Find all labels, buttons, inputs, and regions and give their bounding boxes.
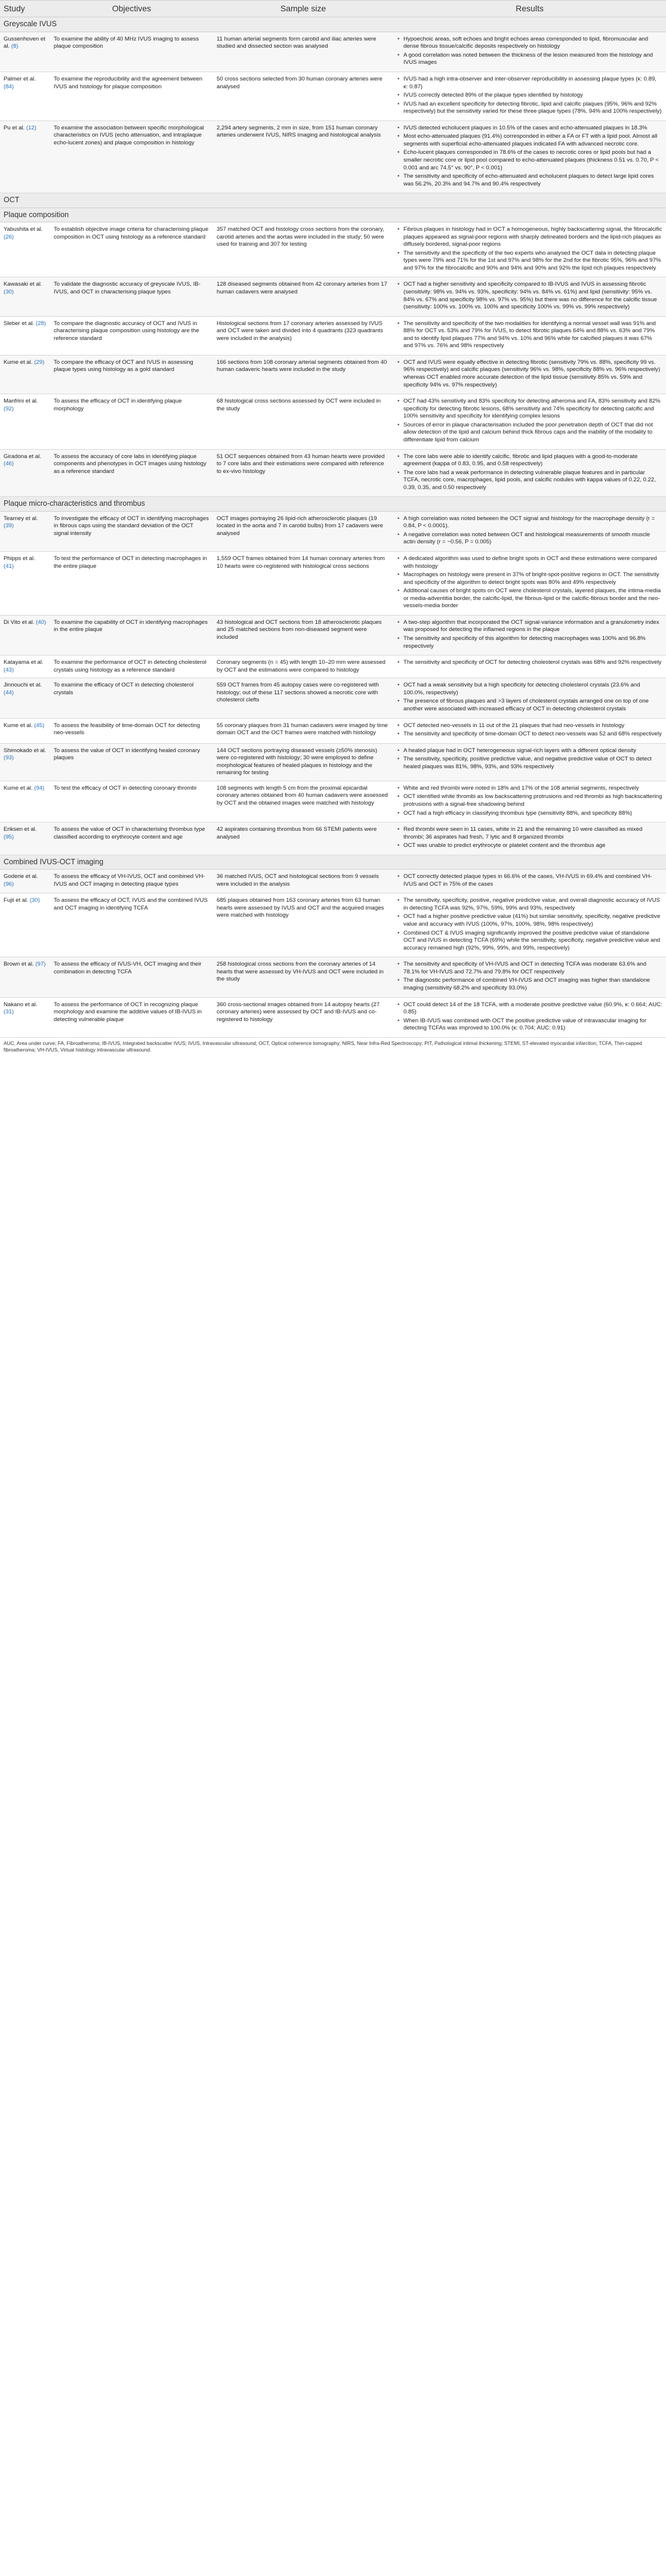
result-item: • OCT detected neo-vessels in 11 out of the 21 plaques that had neo-vessels in histology xyxy=(403,722,662,730)
section-title: OCT xyxy=(0,193,666,208)
results-list xyxy=(397,125,662,188)
sample-size-cell: 128 diseased segments obtained from 42 coronary arteries from 17 human cadavers were analysed xyxy=(213,277,393,316)
study-author: Kume et al. xyxy=(4,358,33,366)
section-header xyxy=(0,855,666,869)
result-item: • A dedicated algorithm was used to define bright spots in OCT and these estimations were compared with histology xyxy=(403,555,662,570)
table-row xyxy=(0,615,666,655)
study-cell xyxy=(0,120,50,193)
study-cell xyxy=(0,997,50,1037)
result-item: • OCT and IVUS were equally effective in detecting fibrotic (sensitivity 79% vs. 88%, specificity 99 vs. 96% respectively) and calcific plaques (sensitivity 96% vs. 98%, specificity 88% vs. 96% respectively) whereas OCT enabled more accurate detection of the lipid tissue (sensitivity 85% vs. 59% and specificity 94% vs. 97% respectively) xyxy=(403,359,662,389)
result-item: • The sensitivity and specificity of this algorithm for detecting macrophages was 100% and 96.8% respectively xyxy=(403,635,662,650)
study-author: Eriksen et al. xyxy=(4,826,37,833)
subsection-header xyxy=(0,208,666,222)
reference-link[interactable]: (39) xyxy=(4,522,14,530)
result-item: • White and red thrombi were noted in 18% and 17% of the 108 arterial segments, respectively xyxy=(403,785,662,793)
study-author: Jinnouchi et al. xyxy=(4,682,42,689)
objective-cell: To validate the diagnostic accuracy of greyscale IVUS, IB-IVUS, and OCT in characterising plaque types xyxy=(50,277,213,316)
result-item: • Sources of error in plaque characterisation included the poor penetration depth of OCT that did not allow detection of the lipid and calcium behind thick fibrous caps and the inability of the modality to differentiate lipid from calcium xyxy=(403,422,662,444)
results-cell xyxy=(393,551,666,615)
sample-size-cell: 51 OCT sequences obtained from 43 human hearts were provided to 7 core labs and their estimations were compared with reference to ex-vivo histology xyxy=(213,449,393,497)
objective-cell: To compare the efficacy of OCT and IVUS in assessing plaque types using histology as a gold standard xyxy=(50,355,213,394)
sample-size-cell: 357 matched OCT and histology cross sections from the coronary, carotid arteries and the aortas were included in the study; 50 were used for training and 307 for testing xyxy=(213,222,393,277)
result-item: • Fibrous plaques in histology had in OCT a homogeneous, highly backscattering signal, the fibrocalcific plaques appeared as signal-poor regions with sharply delineated borders and the lipid-rich plaques as diffusely bordered, signal-poor regions xyxy=(403,226,662,249)
results-cell xyxy=(393,655,666,678)
results-cell xyxy=(393,822,666,855)
results-cell xyxy=(393,678,666,718)
study-cell xyxy=(0,822,50,855)
result-item: • OCT correctly detected plaque types in 66.6% of the cases, VH-IVUS in 69.4% and combined VH-IVUS and OCT in 75% of the cases xyxy=(403,873,662,888)
reference-link[interactable]: (96) xyxy=(4,880,14,887)
study-cell xyxy=(0,449,50,497)
study-cell xyxy=(0,957,50,997)
objective-cell: To investigate the efficacy of OCT in identifying macrophages in fibrous caps using the standard deviation of the OCT signal intensity xyxy=(50,511,213,551)
table-row xyxy=(0,870,666,893)
result-item: • OCT was unable to predict erythrocyte or platelet content and the thrombus age xyxy=(403,842,662,850)
table-row xyxy=(0,718,666,743)
study-cell xyxy=(0,394,50,449)
results-list xyxy=(397,555,662,610)
study-cell xyxy=(0,32,50,72)
study-author: Kume et al. xyxy=(4,722,33,729)
results-cell xyxy=(393,615,666,655)
table-row xyxy=(0,957,666,997)
results-cell xyxy=(393,718,666,743)
sample-size-cell: 108 segments with length 5 cm from the proximal epicardial coronary arteries obtained from 40 human cadavers were assessed by OCT and the obtained images were matched with histology xyxy=(213,781,393,822)
result-item: • IVUS had a high intra-observer and inter-observer reproducibility in assessing plaque types (κ: 0.89, κ: 0.87) xyxy=(403,76,662,91)
result-item: • A good correlation was noted between the thickness of the lesion measured from the histology and IVUS images xyxy=(403,52,662,67)
objective-cell: To examine the efficacy of OCT in detecting cholesterol crystals xyxy=(50,678,213,718)
results-list xyxy=(397,826,662,850)
results-list xyxy=(397,1001,662,1032)
result-item: • The sensitivity and specificity of VH-IVUS and OCT in detecting TCFA was moderate 63.6% and 78.1% for VH-IVUS and 72.7% and 79.8% for OCT respectively xyxy=(403,961,662,976)
sample-size-cell: 50 cross sections selected from 30 human coronary arteries were analysed xyxy=(213,72,393,120)
reference-link[interactable]: (43) xyxy=(4,666,14,673)
result-item: • OCT had a high efficacy in classifying thrombus type (sensitivity 88%, and specificity 88%) xyxy=(403,810,662,818)
result-item: • The core labs were able to identify calcific, fibrotic and lipid plaques with a good-to-moderate agreement (kappa of 0.83, 0.95, and 0.58 respectively) xyxy=(403,453,662,468)
result-item: • A high correlation was noted between the OCT signal and histology for the macrophage density (r = 0.84, P < 0.0001). xyxy=(403,515,662,530)
sample-size-cell: OCT images portraying 26 lipid-rich atherosclerotic plaques (19 located in the aorta and 7 in carotid bulbs) from 17 cadavers were analysed xyxy=(213,511,393,551)
section-title: Combined IVUS-OCT imaging xyxy=(0,855,666,869)
sample-size-cell: 68 histological cross sections assessed by OCT were included in the study xyxy=(213,394,393,449)
objective-cell: To assess the accuracy of core labs in identifying plaque components and phenotypes in OCT images using histology as a reference standard xyxy=(50,449,213,497)
results-cell xyxy=(393,957,666,997)
results-cell xyxy=(393,893,666,957)
sample-size-cell: 2,294 artery segments, 2 mm in size, from 151 human coronary arteries underwent IVUS, NIRS imaging and histological analysis xyxy=(213,120,393,193)
objective-cell: To examine the association between specific morphological characteristics on IVUS (echo attenuation, and intraplaque echo-lucent zones) and plaque composition in histology xyxy=(50,120,213,193)
result-item: • OCT could detect 14 of the 18 TCFA, with a moderate positive predictive value (60.9%, κ: 0.664; AUC: 0.85) xyxy=(403,1001,662,1016)
table-row xyxy=(0,997,666,1037)
result-item: • OCT identified white thrombi as low backscattering protrusions and red thrombi as high backscattering protrusions with a signal-free shadowing behind xyxy=(403,793,662,808)
objective-cell: To assess the efficacy of OCT, IVUS and the combined IVUS and OCT imaging in identifying TCFA xyxy=(50,893,213,957)
result-item: • Most echo-attenuated plaques (91.4%) corresponded in either a FA or FT with a lipid pool. Almost all segments with superficial echo-attenuated plaques indicated FA with advanced necrotic core. xyxy=(403,133,662,148)
study-author: Nakano et al. xyxy=(4,1001,38,1008)
result-item: • A healed plaque had in OCT heterogeneous signal-rich layers with a different optical density xyxy=(403,747,662,755)
study-author: Giradona et al. xyxy=(4,453,41,460)
section-header xyxy=(0,17,666,32)
study-author: Shimokado et al. xyxy=(4,747,47,754)
study-author: Manfrini et al. xyxy=(4,398,38,405)
subsection-title: Plaque micro-characteristics and thrombus xyxy=(0,497,666,511)
objective-cell: To assess the value of OCT in characterising thrombus type classified according to erythrocyte content and age xyxy=(50,822,213,855)
sample-size-cell: 166 sections from 108 coronary arterial segments obtained from 40 human cadaveric hearts were included in the study xyxy=(213,355,393,394)
objective-cell: To establish objective image criteria for characterising plaque composition in OCT using histology as a reference standard xyxy=(50,222,213,277)
results-list xyxy=(397,682,662,713)
result-item: • IVUS correctly detected 89% of the plaque types identified by histology xyxy=(403,92,662,100)
result-item: • Macrophages on histology were present in 37% of bright-spot-positive regions in OCT. The sensitivity and specificity of the algorithm to detect bright spots was 80% and 49% respectively xyxy=(403,571,662,586)
table-row xyxy=(0,277,666,316)
result-item: • OCT had a higher positive predictive value (41%) but similar sensitivity, specificity, negative predictive value and accuracy with IVUS (100%, 97%, 100%, 98%, 98% respectively) xyxy=(403,913,662,928)
sample-size-cell: 11 human arterial segments form carotid and iliac arteries were studied and dissected section was analysed xyxy=(213,32,393,72)
table-row xyxy=(0,316,666,355)
result-item: • Echo-lucent plaques corresponded in 78.6% of the cases to necrotic cores or lipid pools but had a smaller necrotic core or lipid pool compared to echo-attenuated plaques (thickness 0.51 vs. 0.70, P < 0.001 and arc 74.5° vs. 90°, P < 0.001) xyxy=(403,149,662,172)
objective-cell: To assess the value of OCT in identifying healed coronary plaques xyxy=(50,743,213,781)
header-sample-size: Sample size xyxy=(213,1,393,17)
sample-size-cell: Coronary segments (n = 45) with length 10–20 mm were assessed by OCT and the estimations were compared to histology xyxy=(213,655,393,678)
results-cell xyxy=(393,120,666,193)
results-cell xyxy=(393,277,666,316)
reference-link[interactable]: (45) xyxy=(34,722,45,729)
results-cell xyxy=(393,394,666,449)
table-footnote: AUC, Area under curve; FA, Fibroatheroma; IB-IVUS, Integrated backscatter IVUS; IVUS, Intravascular ultrasound; OCT, Optical coherence tomography; NIRS, Near Infra-Red Spectroscopy; PIT, Pathological intimal thickening; STEMI, ST-elevated myocardial infarction; TCFA, Thin-capped fibroatheroma; VH-IVUS, Virtual histology intravascular ultrasound. xyxy=(4,1040,642,1053)
result-item: • Red thrombi were seen in 11 cases, white in 21 and the remaining 10 were classified as mixed thrombi; 36 aspirates had fresh, 7 lytic and 8 organized thrombi xyxy=(403,826,662,841)
results-cell xyxy=(393,781,666,822)
study-author: Sleber et al. xyxy=(4,320,35,327)
table-row xyxy=(0,394,666,449)
results-cell xyxy=(393,743,666,781)
result-item: • Hypoechoic areas, soft echoes and bright echoes areas corresponded to lipid, fibromuscular and dense fibrous tissue/calcific deposits respectively on histology xyxy=(403,36,662,51)
results-list xyxy=(397,873,662,888)
study-author: Palmer et al. xyxy=(4,75,36,82)
study-cell xyxy=(0,870,50,893)
study-author: Gussenhoven et al. xyxy=(4,35,45,50)
study-cell xyxy=(0,511,50,551)
results-list xyxy=(397,226,662,272)
reference-link[interactable]: (93) xyxy=(4,754,14,762)
table-row xyxy=(0,72,666,120)
result-item: • The sensitivity and the specificity of the two experts who analysed the OCT data in detecting plaque types were 79% and 71% for the 1st and 97% and 98% for the 2nd for the fibrotic 95%, 96% and 97% and 97% for the fibrocalcific and 90% and 94% and 90% and 92% the lipid rich plaques respectively xyxy=(403,250,662,273)
reference-link[interactable]: (31) xyxy=(4,1009,14,1016)
table-row xyxy=(0,551,666,615)
study-author: Fujii et al. xyxy=(4,897,29,904)
table-body xyxy=(0,17,666,1037)
results-list xyxy=(397,515,662,546)
study-author: Kume et al. xyxy=(4,784,33,791)
table-row xyxy=(0,678,666,718)
reference-link[interactable]: (92) xyxy=(4,405,14,412)
study-author: Yabushita et al. xyxy=(4,226,43,233)
result-item: • The core labs had a weak performance in detecting vulnerable plaque features and in particular TCFA, necrotic core, macrophages, lipid pools, and calcific nodules with kappa values of 0.22, 0.22, 0.39, 0.35, and 0.50 respectively xyxy=(403,469,662,492)
results-list xyxy=(397,398,662,444)
subsection-title: Plaque composition xyxy=(0,208,666,222)
results-list xyxy=(397,320,662,350)
table-row xyxy=(0,893,666,957)
study-cell xyxy=(0,72,50,120)
study-cell xyxy=(0,893,50,957)
results-list xyxy=(397,722,662,738)
result-item: • OCT had a higher sensitivity and specificity compared to IB-IVUS and IVUS in assessing fibrotic (sensitivity: 98% vs. 94% vs. 93%, specificity: 94% vs. 84% vs. 61%) and lipid (sensitivity: 95% vs. 84% vs. 67% and specificity 98% vs. 97% vs. 95%) but there was no difference for the calcific tissue (sensitivity: 100% vs. 100% vs. 100% and specificity 100% vs. 99% vs. 99% respectively) xyxy=(403,281,662,311)
objective-cell: To examine the capability of OCT in identifying macrophages in the entire plaque xyxy=(50,615,213,655)
objective-cell: To assess the efficacy of OCT in identifying plaque morphology xyxy=(50,394,213,449)
study-author: Kawasaki et al. xyxy=(4,281,42,288)
reference-link[interactable]: (30) xyxy=(4,288,14,295)
results-list xyxy=(397,76,662,116)
header-study: Study xyxy=(0,1,50,17)
reference-link[interactable]: (46) xyxy=(4,460,14,468)
sample-size-cell: 685 plaques obtained from 163 coronary arteries from 63 human hearts were assessed by IVUS and OCT and the acquired images were matched with histology xyxy=(213,893,393,957)
reference-link[interactable]: (41) xyxy=(4,562,14,570)
objective-cell: To assess the performance of OCT in recognizing plaque morphology and examine the additive values of IB-IVUS in detecting vulnerable plaque xyxy=(50,997,213,1037)
section-header xyxy=(0,193,666,208)
study-author: Goderie et al. xyxy=(4,873,38,880)
sample-size-cell: 360 cross-sectional images obtained from 14 autopsy hearts (27 coronary arteries) were assessed by OCT and IB-IVUS and co-registered to histology xyxy=(213,997,393,1037)
objective-cell: To examine the performance of OCT in detecting cholesterol crystals using histology as a reference standard xyxy=(50,655,213,678)
result-item: • OCT had a weak sensitivity but a high specificity for detecting cholesterol crystals (23.6% and 100.0%, respectively) xyxy=(403,682,662,697)
result-item: • Combined OCT & IVUS imaging significantly improved the positive predictive value of standalone OCT and IVUS in detecting TCFA (69%) while the sensitivity, specificity, negative predictive value and accuracy remained high (92%, 99%, 99%, and 99%, respectively) xyxy=(403,930,662,953)
result-item: • IVUS had an excellent specificity for detecting fibrotic, lipid and calcific plaques (95%, 96% and 92% respectively) but the sensitivity varied for these three plaque types (78%, 94% and 100% respectively) xyxy=(403,101,662,116)
result-item: • The sensitivity and specificity of echo-attenuated and echolucent plaques to detect large lipid cores was 56.2%, 20.3% and 94.7% and 90.4% respectively xyxy=(403,173,662,188)
results-list xyxy=(397,359,662,389)
sample-size-cell: Histological sections from 17 coronary arteries assessed by IVUS and OCT were taken and divided into 4 quadrants (323 quadrants were included in the analysis) xyxy=(213,316,393,355)
subsection-header xyxy=(0,497,666,511)
objective-cell: To examine the reproducibility and the agreement between IVUS and histology for plaque composition xyxy=(50,72,213,120)
results-list xyxy=(397,36,662,67)
result-item: • The sensitivity and specificity of the two modalities for identifying a normal vessel wall was 91% and 88% for OCT vs. 53% and 79% for IVUS, to detect fibrotic plaques 64% and 88% vs. 63% and 79% and to identify lipid plaques 77% and 94% vs. 10% and 96% while for calcified plaques it was 67% and 97% vs. 76% and 98% respectively xyxy=(403,320,662,350)
sample-size-cell: 42 aspirates containing thrombus from 66 STEMI patients were analysed xyxy=(213,822,393,855)
objective-cell: To assess the efficacy of VH-IVUS, OCT and combined VH-IVUS and OCT imaging in detecting plaque types xyxy=(50,870,213,893)
sample-size-cell: 559 OCT frames from 45 autopsy cases were co-registered with histology; out of these 117 sections showed a necrotic core with cholesterol clefts xyxy=(213,678,393,718)
results-cell xyxy=(393,32,666,72)
sample-size-cell: 1,559 OCT frames obtained from 14 human coronary arteries from 10 hearts were co-registered with histological cross sections xyxy=(213,551,393,615)
reference-link[interactable]: (26) xyxy=(4,233,14,240)
results-cell xyxy=(393,870,666,893)
results-cell xyxy=(393,72,666,120)
study-author: Di Vito et al. xyxy=(4,619,35,626)
results-list xyxy=(397,281,662,311)
reference-link[interactable]: (40) xyxy=(36,619,47,626)
result-item: • The sensitivity and specificity of OCT for detecting cholesterol crystals was 68% and 92% respectively xyxy=(403,659,662,667)
sample-size-cell: 144 OCT sections portraying diseased vessels (≥50% stenosis) were co-registered with histology; 30 were employed to define morphological features of healed plaques in histology and the remaining for testing xyxy=(213,743,393,781)
study-cell xyxy=(0,222,50,277)
study-cell xyxy=(0,678,50,718)
results-list xyxy=(397,897,662,952)
table-row xyxy=(0,655,666,678)
results-cell xyxy=(393,355,666,394)
table-row xyxy=(0,743,666,781)
study-cell xyxy=(0,781,50,822)
results-list xyxy=(397,619,662,650)
reference-link[interactable]: (97) xyxy=(35,961,46,968)
reference-link[interactable]: (95) xyxy=(4,833,14,840)
results-cell xyxy=(393,997,666,1037)
section-title: Greyscale IVUS xyxy=(0,17,666,32)
study-cell xyxy=(0,551,50,615)
study-cell xyxy=(0,355,50,394)
results-list xyxy=(397,453,662,492)
results-cell xyxy=(393,449,666,497)
header-objectives: Objectives xyxy=(50,1,213,17)
study-cell xyxy=(0,615,50,655)
objective-cell: To assess the efficacy of IVUS-VH, OCT imaging and their combination in detecting TCFA xyxy=(50,957,213,997)
table-row xyxy=(0,449,666,497)
study-cell xyxy=(0,743,50,781)
results-list xyxy=(397,961,662,992)
study-author: Phipps et al. xyxy=(4,555,35,562)
result-item: • The sensitivity and specificity of time-domain OCT to detect neo-vessels was 52 and 68% respectively xyxy=(403,731,662,738)
header-results: Results xyxy=(393,1,666,17)
reference-link[interactable]: (30) xyxy=(29,897,40,904)
study-cell xyxy=(0,277,50,316)
result-item: • The sensitivity, specificity, positive, negative predictive value, and overall diagnostic accuracy of IVUS in detecting TCFA was 92%, 97%, 59%, 99% and 93%, respectively xyxy=(403,897,662,912)
result-item: • The presence of fibrous plaques and >3 layers of cholesterol crystals arranged one on top of one another were associated with increased efficacy of OCT in detecting cholesterol crystals xyxy=(403,698,662,713)
objective-cell: To test the efficacy of OCT in detecting coronary thrombi xyxy=(50,781,213,822)
table-row xyxy=(0,511,666,551)
study-author: Pu et al. xyxy=(4,124,25,131)
result-item: • The diagnostic performance of combined VH-IVUS and OCT imaging was higher than standalone imaging (sensitivity 68.2% and specificity 93.0%) xyxy=(403,977,662,992)
reference-link[interactable]: (12) xyxy=(26,124,36,131)
result-item: • IVUS detected echolucent plaques in 10.5% of the cases and echo-attenuated plaques in 18.3% xyxy=(403,125,662,132)
results-list xyxy=(397,659,662,667)
results-list xyxy=(397,747,662,771)
table-row xyxy=(0,222,666,277)
study-cell xyxy=(0,655,50,678)
reference-link[interactable]: (29) xyxy=(34,358,45,366)
objective-cell: To test the performance of OCT in detecting macrophages in the entire plaque xyxy=(50,551,213,615)
results-cell xyxy=(393,222,666,277)
comparison-table xyxy=(0,0,666,1038)
results-cell xyxy=(393,511,666,551)
result-item: • Additional causes of bright spots on OCT were cholesterol crystals, layered plaques, the intima-media or media-adventitia border, the calcific-lipid, the fibrous-lipid or the calcific-fibrous border and the neo-vessels-media border xyxy=(403,587,662,610)
result-item: • The sensitivity, specificity, positive predictive value, and negative predictive value of OCT to detect healed plaques was 81%, 98%, 93%, and 93% respectively xyxy=(403,756,662,771)
result-item: • When IB-IVUS was combined with OCT the positive predictive value of intravascular imaging for detecting TCFAs was improved to 100.0% (κ: 0.704; AUC: 0.91) xyxy=(403,1018,662,1032)
objective-cell: To compare the diagnostic accuracy of OCT and IVUS in characterising plaque composition using histology are the reference standard xyxy=(50,316,213,355)
study-author: Katayama et al. xyxy=(4,659,44,666)
objective-cell: To examine the ability of 40 MHz IVUS imaging to assess plaque composition xyxy=(50,32,213,72)
result-item: • A two-step algorithm that incorporated the OCT signal-variance information and a granulometry index was proposed for detecting the inflamed regions in the plaque xyxy=(403,619,662,634)
study-author: Brown et al. xyxy=(4,961,34,968)
study-author: Tearney et al. xyxy=(4,515,38,522)
reference-link[interactable]: (94) xyxy=(34,784,45,791)
reference-link[interactable]: (84) xyxy=(4,83,14,90)
result-item: • OCT had 43% sensitivity and 83% specificity for detecting atheroma and FA, 83% sensitivity and 82% specificity for detecting fibrotic lesions, 68% sensitivity and 74% specificity for detecting calcific and 100% sensitivity and specificity for identifying complex lesions xyxy=(403,398,662,420)
table-row xyxy=(0,120,666,193)
result-item: • A negative correlation was noted between OCT and histological measurements of smooth muscle actin density (r = −0.56, P = 0.005) xyxy=(403,531,662,546)
reference-link[interactable]: (8) xyxy=(11,43,18,50)
sample-size-cell: 55 coronary plaques from 31 human cadavers were imaged by time domain OCT and the OCT frames were matched with histology xyxy=(213,718,393,743)
sample-size-cell: 258 histological cross sections from the coronary arteries of 14 hearts that were assessed by VH-IVUS and OCT were included in the study xyxy=(213,957,393,997)
study-cell xyxy=(0,718,50,743)
reference-link[interactable]: (44) xyxy=(4,689,14,696)
table-header-row xyxy=(0,1,666,17)
study-cell xyxy=(0,316,50,355)
sample-size-cell: 36 matched IVUS, OCT and histological sections from 9 vessels were included in the analysis xyxy=(213,870,393,893)
results-cell xyxy=(393,316,666,355)
table-row xyxy=(0,822,666,855)
reference-link[interactable]: (28) xyxy=(35,320,46,327)
table-row xyxy=(0,355,666,394)
sample-size-cell: 43 histological and OCT sections from 18 atherosclerotic plaques and 25 matched sections from non-diseased segment were included xyxy=(213,615,393,655)
table-row xyxy=(0,781,666,822)
results-list xyxy=(397,785,662,817)
table-row xyxy=(0,32,666,72)
objective-cell: To assess the feasibility of time-domain OCT for detecting neo-vessels xyxy=(50,718,213,743)
